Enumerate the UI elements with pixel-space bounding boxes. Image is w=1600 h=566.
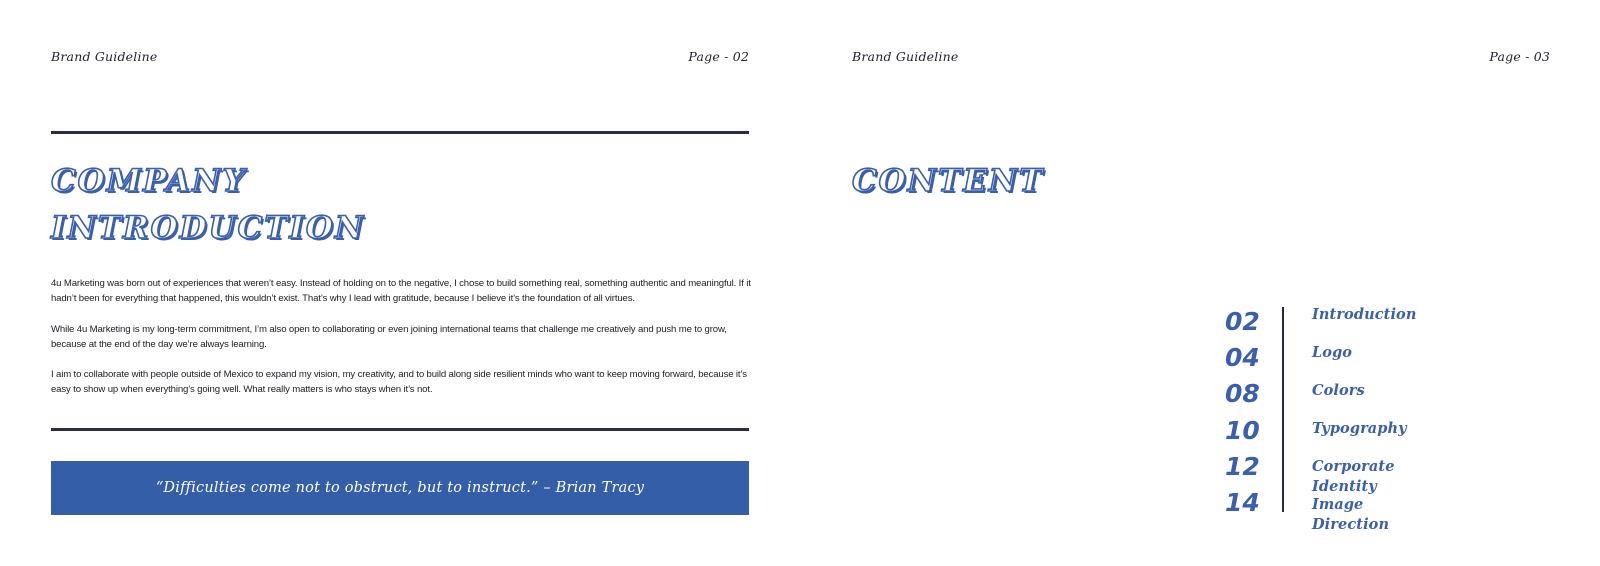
toc-item-corporate-identity[interactable]: Corporate Identity [1312,458,1395,495]
page-title: CONTENT [852,163,1045,199]
toc-page-numbers [1225,304,1269,521]
toc-page-number: 14 [1225,487,1260,517]
page-content [800,0,1600,566]
toc-page-number: 04 [1225,343,1260,373]
toc-page-number: 10 [1225,415,1260,445]
toc-page-number: 12 [1225,451,1260,481]
toc-item-colors[interactable]: Colors [1312,382,1365,399]
intro-paragraph-2: While 4u Marketing is my long-term commitment, I’m also open to collaborating or even joining international teams that challenge me creatively and push me to grow, because at the end of the day we’re always learning. [51,324,727,350]
toc-section-labels [1312,305,1416,533]
header-page-number: Page - 03 [1489,49,1550,64]
header-page-number: Page - 02 [688,49,749,64]
toc-item-typography[interactable]: Typography [1312,420,1407,437]
toc-vertical-divider [1282,307,1284,512]
toc-item-logo[interactable]: Logo [1312,344,1353,361]
page-title [51,158,365,252]
toc-item-image-direction[interactable]: Image Direction [1312,496,1390,533]
title-line-2: INTRODUCTION [51,210,366,246]
toc-item-introduction[interactable]: Introduction [1312,306,1417,323]
title-line-1: COMPANY [51,163,247,199]
header-brand-label: Brand Guideline [852,49,959,64]
intro-paragraph-1: 4u Marketing was born out of experiences that weren’t easy. Instead of holding on to the negative, I chose to build something real, something authentic and meaningful. If it hadn’t been for everything that happened, this wouldn’t exist. That’s why I lead with gratitude, because I believe it’s the foundation of all virtues. [51,278,751,304]
header-brand-label: Brand Guideline [51,49,158,64]
divider-bottom [51,428,749,431]
intro-paragraph-3: I aim to collaborate with people outside of Mexico to expand my vision, my creativity, and to build along side resilient minds who want to keep moving forward, because it’s easy to show up when everything’s going well. What really matters is who stays when it’s not. [51,369,747,395]
quote-banner [51,461,749,515]
quote-text: “Difficulties come not to obstruct, but to instruct.” – Brian Tracy [155,480,645,496]
toc-page-number: 08 [1225,379,1260,409]
divider-top [51,131,749,134]
toc-page-number: 02 [1225,307,1260,336]
